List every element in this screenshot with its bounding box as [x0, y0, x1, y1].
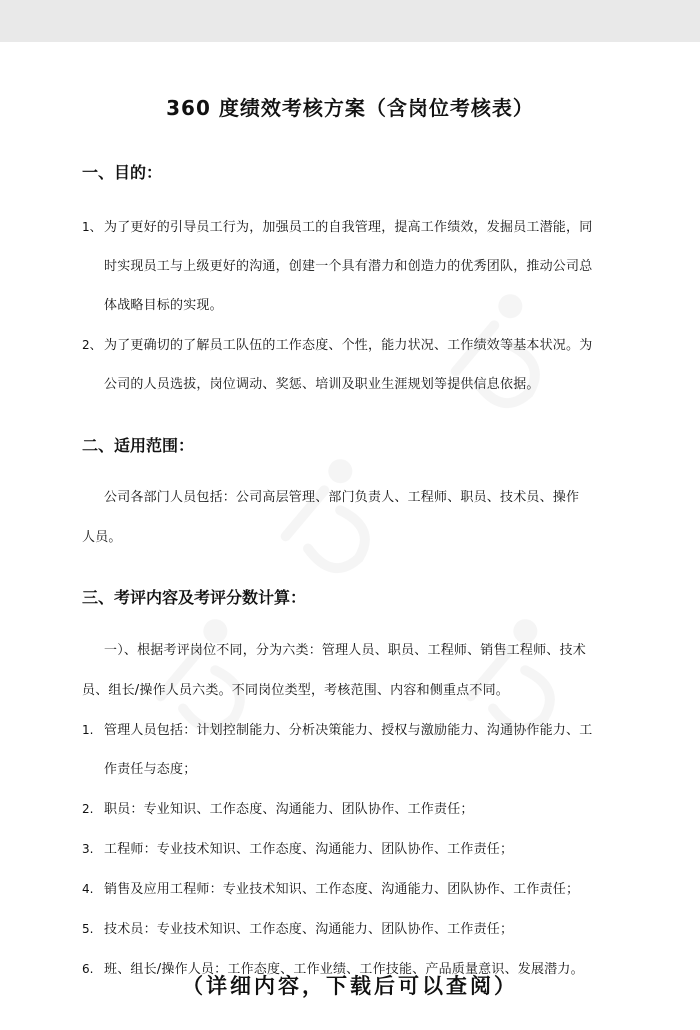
list-number: 6.: [82, 962, 94, 976]
paragraph-line: 时实现员工与上级更好的沟通，创建一个具有潜力和创造力的优秀团队，推动公司总: [104, 259, 593, 274]
list-number: 1、: [82, 220, 102, 234]
paragraph-line: 一）、根据考评岗位不同，分为六类：管理人员、职员、工程师、销售工程师、技术: [104, 643, 586, 658]
paragraph-line: 为了更确切的了解员工队伍的工作态度、个性，能力状况、工作绩效等基本状况。为: [104, 338, 593, 353]
list-item-line: 班、组长/操作人员：工作态度、工作业绩、工作技能、产品质量意识、发展潜力。: [104, 962, 584, 977]
list-number: 3.: [82, 842, 94, 856]
paragraph-line: 人员。: [82, 530, 122, 545]
list-item-line: 销售及应用工程师：专业技术知识、工作态度、沟通能力、团队协作、工作责任；: [104, 882, 580, 897]
list-number: 2.: [82, 802, 94, 816]
list-number: 4.: [82, 882, 94, 896]
download-notice: （详细内容，下载后可以查阅）: [182, 974, 518, 998]
document-title: 360 度绩效考核方案（含岗位考核表）: [166, 96, 534, 120]
list-item-line: 作责任与态度；: [104, 762, 197, 777]
paragraph-line: 员、组长/操作人员六类。不同岗位类型，考核范围、内容和侧重点不同。: [82, 683, 509, 698]
list-item-line: 工程师：专业技术知识、工作态度、沟通能力、团队协作、工作责任；: [104, 842, 514, 857]
list-number: 1.: [82, 723, 94, 737]
section-heading-content: 三、考评内容及考评分数计算：: [82, 588, 307, 607]
list-number: 5.: [82, 922, 94, 936]
list-item-line: 技术员：专业技术知识、工作态度、沟通能力、团队协作、工作责任；: [104, 922, 514, 937]
section-heading-purpose: 一、目的：: [82, 163, 163, 182]
list-item-line: 职员：专业知识、工作态度、沟通能力、团队协作、工作责任；: [104, 802, 474, 817]
paragraph-line: 为了更好的引导员工行为，加强员工的自我管理，提高工作绩效，发掘员工潜能，同: [104, 220, 593, 235]
list-number: 2、: [82, 338, 102, 352]
paragraph-line: 体战略目标的实现。: [104, 298, 223, 313]
paragraph-line: 公司各部门人员包括：公司高层管理、部门负责人、工程师、职员、技术员、操作: [104, 490, 580, 505]
paragraph-line: 公司的人员选拔，岗位调动、奖惩、培训及职业生涯规划等提供信息依据。: [104, 377, 540, 392]
list-item-line: 管理人员包括：计划控制能力、分析决策能力、授权与激励能力、沟通协作能力、工: [104, 723, 593, 738]
document-page: [0, 42, 700, 1030]
top-bar: [0, 0, 700, 42]
section-heading-scope: 二、适用范围：: [82, 436, 195, 455]
